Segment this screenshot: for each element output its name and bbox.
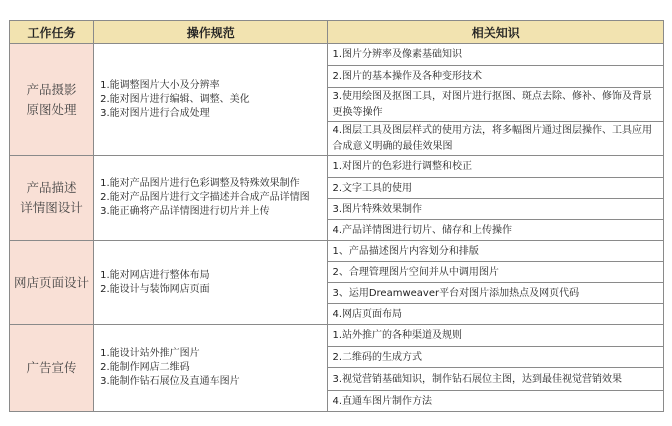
knowledge-item: 4.图层工具及图层样式的使用方法，将多幅图片通过图层操作、工具应用合成意义明确的最佳效果图	[328, 122, 664, 156]
knowledge-item: 2.二维码的生成方式	[328, 347, 664, 368]
header-knowledge: 相关知识	[328, 21, 664, 44]
operation-item: 1.能设计站外推广图片	[100, 348, 200, 359]
task-label: 网店页面设计	[14, 274, 90, 290]
task-label: 原图处理	[26, 101, 77, 117]
skills-table	[9, 20, 664, 412]
knowledge-item: 2.文字工具的使用	[328, 178, 664, 199]
knowledge-item: 2.图片的基本操作及各种变形技术	[328, 66, 664, 88]
operation-item: 2.能对产品图片进行文字描述并合成产品详情图	[100, 192, 310, 203]
knowledge-item: 3.使用绘图及抠图工具，对图片进行抠图、斑点去除、修补、修饰及背景更换等操作	[328, 88, 664, 122]
knowledge-item: 1.站外推广的各种渠道及规则	[328, 325, 664, 347]
task-label: 广告宣传	[26, 360, 77, 375]
operation-item: 3.能制作钻石展位及直通车图片	[100, 376, 240, 387]
operation-item: 1.能调整图片大小及分辨率	[100, 79, 220, 91]
operation-item: 2.能制作网店二维码	[100, 362, 190, 373]
table-row	[10, 44, 664, 66]
knowledge-item: 4.网店页面布局	[328, 304, 664, 325]
knowledge-item: 4.产品详情图进行切片、储存和上传操作	[328, 220, 664, 241]
task-cell	[10, 156, 94, 241]
knowledge-item: 1、产品描述图片内容划分和排版	[328, 241, 664, 262]
operations-cell	[94, 325, 328, 412]
header-task: 工作任务	[10, 21, 94, 44]
task-label: 产品摄影	[26, 81, 77, 97]
operation-item: 2.能对图片进行编辑、调整、美化	[100, 93, 250, 105]
knowledge-item: 4.直通车图片制作方法	[328, 391, 664, 412]
operations-cell	[94, 44, 328, 156]
operation-item: 1.能对网店进行整体布局	[100, 269, 210, 281]
task-cell	[10, 44, 94, 156]
knowledge-item: 1.对图片的色彩进行调整和校正	[328, 156, 664, 178]
operations-cell	[94, 156, 328, 241]
knowledge-item: 3.视觉营销基础知识，制作钻石展位主图，达到最佳视觉营销效果	[328, 368, 664, 391]
knowledge-item: 3.图片特殊效果制作	[328, 199, 664, 220]
table-row	[10, 156, 664, 178]
task-cell	[10, 325, 94, 412]
knowledge-item: 2、合理管理图片空间并从中调用图片	[328, 262, 664, 283]
knowledge-item: 1.图片分辨率及像素基础知识	[328, 44, 664, 66]
operation-item: 2.能设计与装饰网店页面	[100, 283, 210, 295]
task-cell	[10, 241, 94, 325]
task-label: 详情图设计	[20, 200, 83, 215]
table-row	[10, 241, 664, 262]
header-operation: 操作规范	[94, 21, 328, 44]
table-row	[10, 325, 664, 347]
operations-cell	[94, 241, 328, 325]
header-row	[10, 21, 664, 44]
knowledge-item: 3、运用Dreamweaver平台对图片添加热点及网页代码	[328, 283, 664, 304]
operation-item: 3.能对图片进行合成处理	[100, 107, 210, 119]
operation-item: 1.能对产品图片进行色彩调整及特殊效果制作	[100, 178, 300, 189]
operation-item: 3.能正确将产品详情图进行切片并上传	[100, 206, 270, 217]
task-label: 产品描述	[26, 180, 77, 195]
